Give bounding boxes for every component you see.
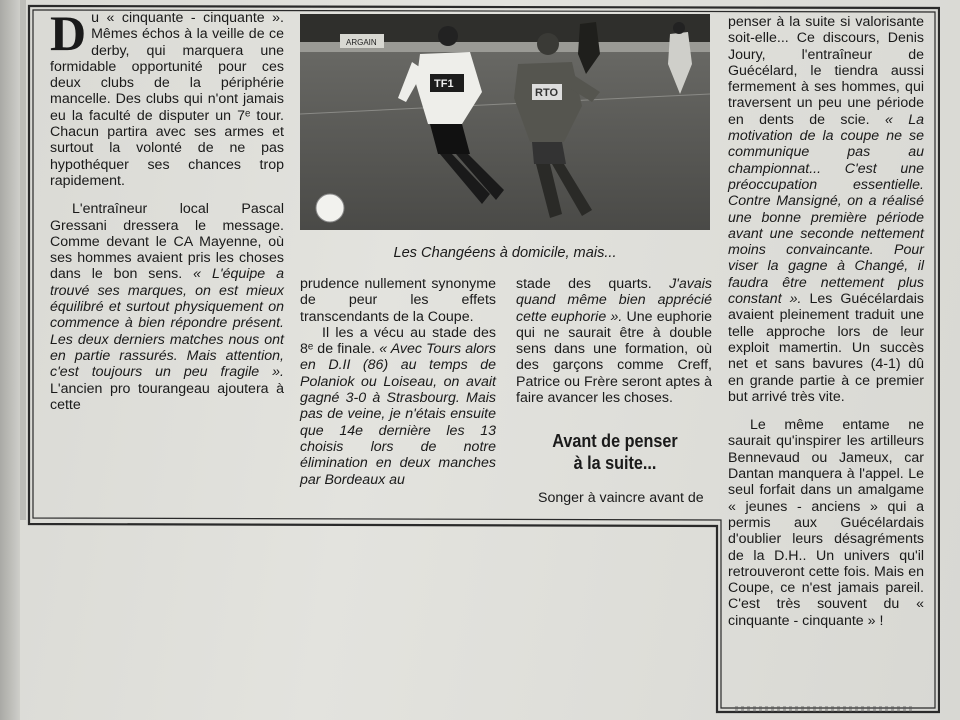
col1-paragraph-2-text: L'entraîneur local Pascal Gressani dressera le message. Comme devant le CA Mayenne, où ses hommes avaient pris les choses dans le bon sens. xyxy=(50,201,284,283)
banner-text: ARGAIN xyxy=(346,38,377,47)
col1-paragraph-2-tail: L'ancien pro tourangeau ajoutera à cette xyxy=(50,380,284,413)
subheading-line-1: Avant de penser xyxy=(552,431,678,451)
col3-paragraph-1-text: stade des quarts. xyxy=(516,276,670,292)
col3-paragraph-2: Songer à vaincre avant de xyxy=(538,490,704,506)
shirt-right-text: RTO xyxy=(535,87,559,99)
article-column-3-tail xyxy=(516,490,712,506)
subheading-line-2: à la suite... xyxy=(573,453,657,473)
article-column-2 xyxy=(300,276,496,488)
col1-quote: « L'équipe a trouvé ses marques, on est mieux équilibré et surtout physiquement on commence à bien répondre présent. Les deux derniers matches nous ont en partie rassurés. Mais attention, c'est toujours un peu fragile ». xyxy=(50,266,284,381)
match-photo xyxy=(300,14,710,230)
col3-quote: J'avais quand même bien apprécié cette euphorie ». xyxy=(516,276,712,325)
col2-paragraph-1: prudence nullement synonyme de peur les effets transcendants de la Coupe. xyxy=(300,276,496,325)
col4-paragraph-2: Le même entame ne saurait qu'inspirer les artilleurs Bennevaud ou Jameux, car Dantan manquera à l'appel. Le seul forfait dans un amalgame « jeunes - anciens » qui a permis aux Guécélardais d'oublier leurs désagréments de la D.H.. Un univers qu'il retrouveront cette fois. Mais en Coupe, ce n'est jamais pareil. C'est très souvent du « cinquante - cinquante » ! xyxy=(728,417,924,629)
col2-quote: « Avec Tours alors en D.II (86) au temps de Polaniok ou Loiseau, on avait gagné 3-0 à Strasbourg. Mais pas de veine, je n'étais ensuite que 14e dernière les 13 choisis lors de notre élimination en deux manches par Bordeaux au xyxy=(300,341,496,488)
print-artifact xyxy=(735,706,915,712)
page-edge-shadow xyxy=(20,0,26,520)
subheading xyxy=(530,430,701,474)
col1-paragraph-1: u « cinquante - cinquante ». Mêmes échos à la veille de ce derby, qui marquera une formidable opportunité pour ces deux clubs de la périphérie mancelle. Des clubs qui n'ont jamais eu la faculté de disputer un 7ᵉ tour. Chacun partira avec ses armes et surtout la volonté de ne pas hypothéquer ses chances trop rapidement. xyxy=(50,10,284,189)
article-column-3 xyxy=(516,276,712,406)
col3-paragraph-1-tail: Une euphorie qui ne saurait être à double sens dans une formation, où des garçons comme Creff, Patrice ou Frère seront aptes à faire avancer les choses. xyxy=(516,308,712,407)
shirt-left-text: TF1 xyxy=(434,78,454,90)
col4-paragraph-1-tail: Les Guécélardais avaient pleinement traduit une telle approche lors de leur exploit mamertin. Un succès net et sans bavures (4-1) dû en grande partie à ce premier but arrivé très vite. xyxy=(728,291,924,405)
article-column-4 xyxy=(728,14,924,629)
photo-caption: Les Changéens à domicile, mais... xyxy=(393,245,617,261)
col4-paragraph-1-text: penser à la suite si valorisante soit-elle... Ce discours, Denis Joury, l'entraîneur de Guécélard, le tiendra aussi fermement à ses hommes, qui traversent un peu une période en dents de scie. xyxy=(728,14,924,128)
col4-quote: « La motivation de la coupe ne se communique pas au championnat... C'est une préoccupation essentielle. Contre Mansigné, on a réalisé une bonne première période avant une seconde nettement moins convaincante. Pour viser la gagne à Changé, il faudra être nettement plus constant ». xyxy=(728,111,924,308)
article-column-1 xyxy=(50,5,284,413)
col2-paragraph-2-text: Il les a vécu au stade des 8ᵉ de finale. xyxy=(300,324,496,358)
drop-cap: D xyxy=(50,5,87,61)
page-edge xyxy=(0,0,20,720)
